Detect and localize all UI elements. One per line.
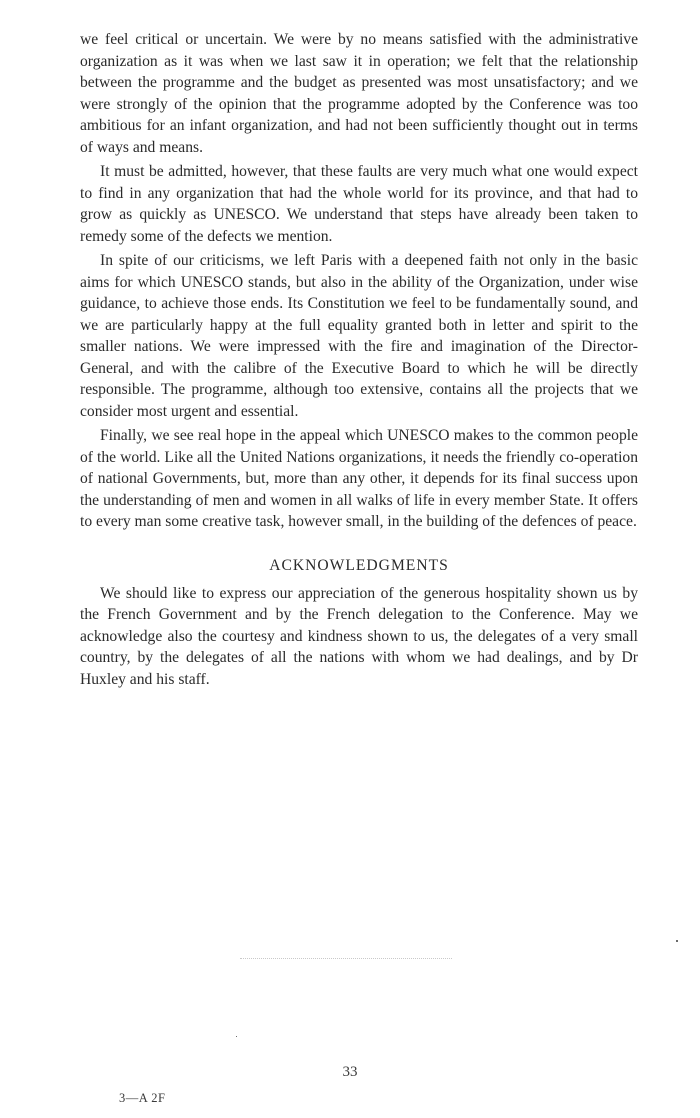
document-page bbox=[80, 29, 638, 692]
print-speck bbox=[676, 940, 678, 942]
body-paragraph-1: we feel critical or uncertain. We were by no means satisfied with the administrative organization as it was when we last saw it in operation; we felt that the relationship between the programme and the budget as presented was most unsatisfactory; and we were strongly of the opinion that the programme adopted by the Conference was too ambitious for an infant organization, and had not been sufficiently thought out in terms of ways and means. bbox=[80, 31, 638, 156]
page-number: 33 bbox=[342, 1064, 358, 1080]
print-speck bbox=[236, 1036, 237, 1037]
decorative-rule bbox=[240, 958, 452, 959]
body-paragraph-2: It must be admitted, however, that these faults are very much what one would expect to find in any organization that had the whole world for its province, and that had to grow as quickly as UNESCO. We understand that steps have already been taken to remedy some of the defects we mention. bbox=[80, 163, 638, 245]
body-paragraph-4: Finally, we see real hope in the appeal which UNESCO makes to the common people of the world. Like all the United Nations organizations, it needs the friendly co-operation of national Governments, but, more than any other, it depends for its final success upon the understanding of men and women in all walks of life in every member State. It offers to every man some creative task, however small, in the building of the defences of peace. bbox=[80, 427, 638, 530]
acknowledgments-heading: ACKNOWLEDGMENTS bbox=[269, 556, 449, 574]
acknowledgments-paragraph: We should like to express our appreciation of the generous hospitality shown us by the French Government and by the French delegation to the Conference. May we acknowledge also the courtesy and kindness shown to us, the delegates of a very small country, by the delegates of all the nations with whom we had dealings, and by Dr Huxley and his staff. bbox=[80, 584, 638, 688]
body-paragraph-3: In spite of our criticisms, we left Paris with a deepened faith not only in the basic aims for which UNESCO stands, but also in the ability of the Organization, under wise guidance, to achieve those ends. Its Constitution we feel to be fundamentally sound, and we are particularly happy at the full equality granted both in letter and spirit to the smaller nations. We were impressed with the fire and imagination of the Director-General, and with the calibre of the Executive Board to which he will be directly responsible. The programme, although too extensive, contains all the projects that we consider most urgent and essential. bbox=[80, 252, 638, 420]
signature-mark: 3—A 2F bbox=[119, 1091, 166, 1105]
